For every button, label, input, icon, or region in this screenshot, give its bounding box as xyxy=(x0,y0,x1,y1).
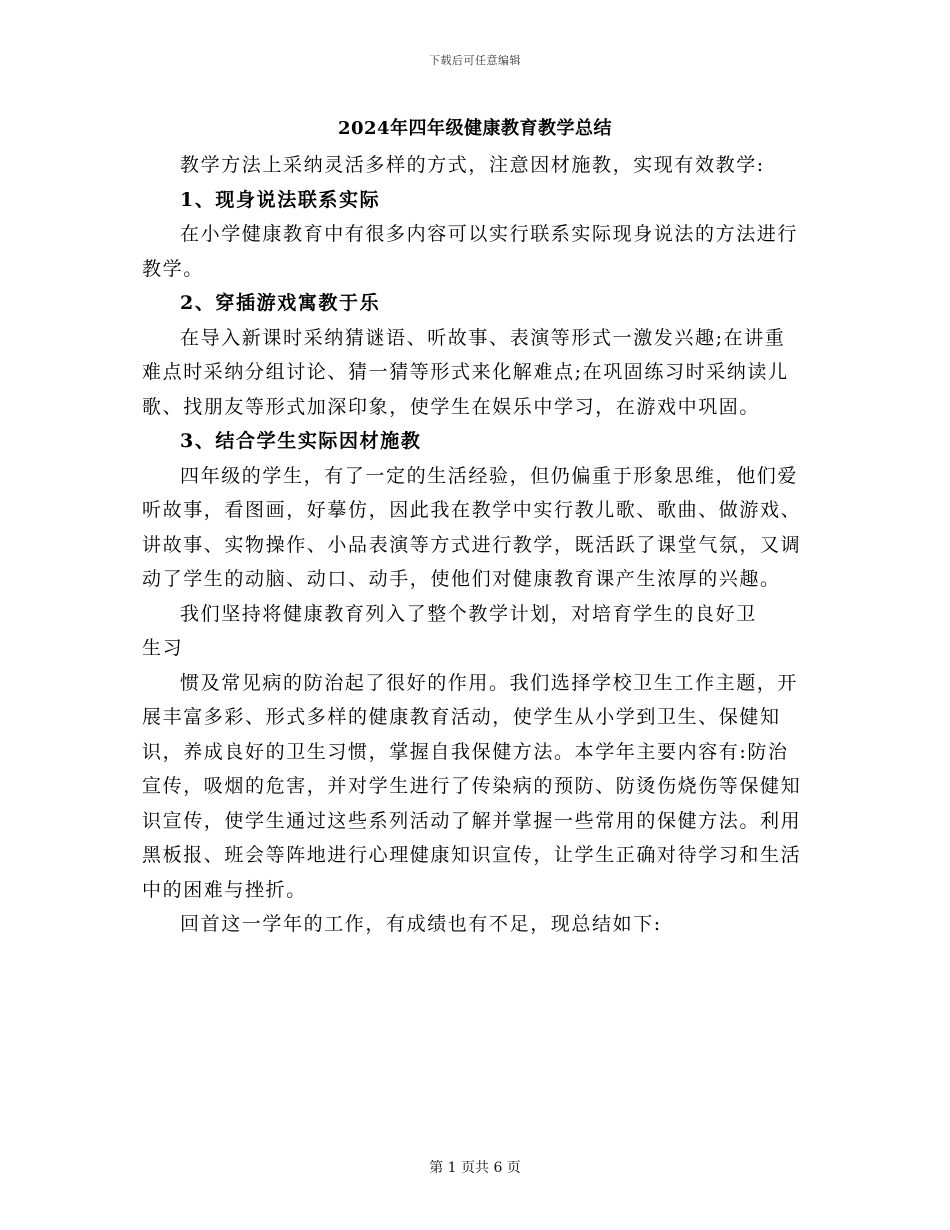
activities-paragraph: 惯及常见病的防治起了很好的作用。我们选择学校卫生工作主题，开展丰富多彩、形式多样的健康教育活动，使学生从小学到卫生、保健知识，养成良好的卫生习惯，掌握自我保健方法。本学年主要内容有:防治宣传，吸烟的危害，并对学生进行了传染病的预防、防烫伤烧伤等保健知识宣传，使学生通过这些系列活动了解并掌握一些常用的保健方法。利用黑板报、班会等阵地进行心理健康知识宣传，让学生正确对待学习和生活中的困难与挫折。 xyxy=(142,671,802,901)
page-header: 下载后可任意编辑 xyxy=(429,54,521,67)
section-heading-2: 2、穿插游戏寓教于乐 xyxy=(180,292,381,314)
intro-paragraph: 教学方法上采纳灵活多样的方式，注意因材施教，实现有效教学: xyxy=(180,154,765,176)
section-3-paragraph: 四年级的学生，有了一定的生活经验，但仍偏重于形象思维，他们爱听故事，看图画，好摹仿，因此我在教学中实行教儿歌、歌曲、做游戏、讲故事、实物操作、小品表演等方式进行教学，既活跃了课堂气氛，又调动了学生的动脑、动口、动手，使他们对健康教育课产生浓厚的兴趣。 xyxy=(142,464,802,590)
section-1-paragraph: 在小学健康教育中有很多内容可以实行联系实际现身说法的方法进行教学。 xyxy=(142,223,799,280)
document-body xyxy=(142,148,802,942)
section-heading-3: 3、结合学生实际因材施教 xyxy=(180,430,422,452)
section-2-paragraph: 在导入新课时采纳猜谜语、听故事、表演等形式一激发兴趣;在讲重难点时采纳分组讨论、猜一猜等形式来化解难点;在巩固练习时采纳读儿歌、找朋友等形式加深印象，使学生在娱乐中学习，在游戏中巩固。 xyxy=(142,326,789,418)
document-title: 2024年四年级健康教育教学总结 xyxy=(337,118,613,139)
review-paragraph: 回首这一学年的工作，有成绩也有不足，现总结如下: xyxy=(180,913,662,935)
section-heading-1: 1、现身说法联系实际 xyxy=(180,188,381,211)
page-number: 第 1 页共 6 页 xyxy=(429,1160,521,1176)
plan-paragraph: 我们坚持将健康教育列入了整个教学计划，对培育学生的良好卫 xyxy=(180,602,757,625)
plan-paragraph-continuation: 生习 xyxy=(142,637,184,659)
